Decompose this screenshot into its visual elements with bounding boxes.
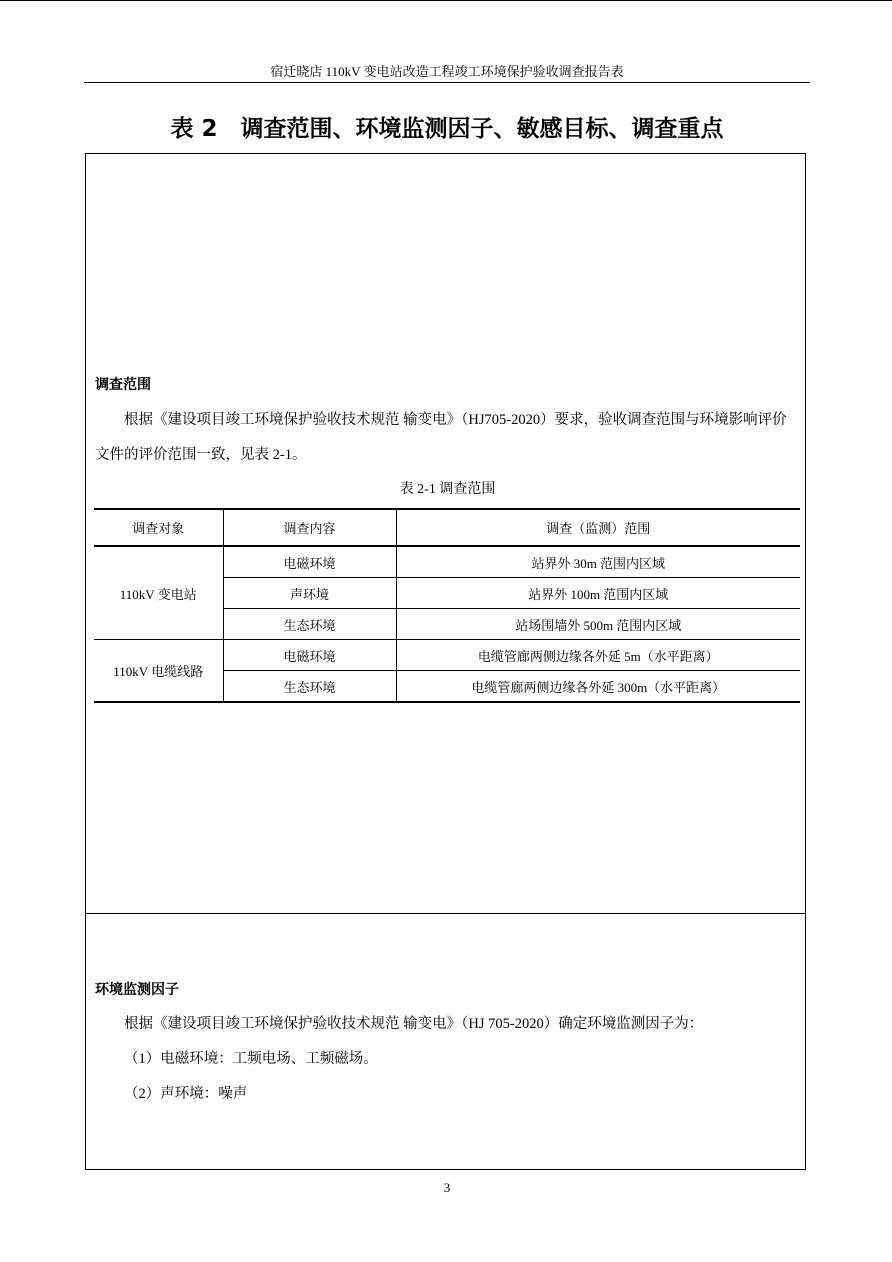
column-header-content: 调查内容 [223, 509, 396, 546]
range-cell: 站场围墙外 500m 范围内区域 [396, 609, 800, 640]
monitoring-item: （1）电磁环境：工频电场、工频磁场。 [124, 1051, 378, 1067]
range-cell: 站界外 30m 范围内区域 [396, 546, 800, 578]
table-row [94, 546, 800, 578]
top-edge-rule [0, 0, 892, 1]
scope-table [94, 508, 800, 703]
table-header-row [94, 509, 800, 546]
range-cell: 站界外 100m 范围内区域 [396, 578, 800, 609]
table-caption: 表 2-1 调查范围 [399, 482, 496, 497]
content-cell: 声环境 [223, 578, 396, 609]
object-cell-cable-line: 110kV 电缆线路 [94, 640, 223, 703]
content-cell: 生态环境 [223, 671, 396, 703]
scope-heading: 调查范围 [95, 377, 151, 393]
object-cell-substation: 110kV 变电站 [94, 546, 223, 640]
header-rule [84, 82, 810, 83]
page-title: 表 2 调查范围、环境监测因子、敏感目标、调查重点 [170, 116, 724, 142]
monitoring-paragraph: 根据《建设项目竣工环境保护验收技术规范 输变电》（HJ 705-2020）确定环境监测因子为： [124, 1016, 704, 1032]
table-row [94, 640, 800, 671]
column-header-range: 调查（监测）范围 [396, 509, 800, 546]
content-cell: 电磁环境 [223, 640, 396, 671]
running-header: 宿迁晓店 110kV 变电站改造工程竣工环境保护验收调查报告表 [270, 64, 624, 79]
content-cell: 生态环境 [223, 609, 396, 640]
monitoring-heading: 环境监测因子 [95, 982, 179, 998]
column-header-object: 调查对象 [94, 509, 223, 546]
monitoring-item: （2）声环境：噪声 [124, 1086, 248, 1102]
page-number: 3 [443, 1180, 451, 1195]
range-cell: 电缆管廊两侧边缘各外延 300m（水平距离） [396, 671, 800, 703]
content-cell: 电磁环境 [223, 546, 396, 578]
scope-paragraph: 根据《建设项目竣工环境保护验收技术规范 输变电》（HJ705-2020）要求，验收调查范围与环境影响评价文件的评价范围一致，见表 2-1。 [95, 412, 787, 463]
range-cell: 电缆管廊两侧边缘各外延 5m（水平距离） [396, 640, 800, 671]
